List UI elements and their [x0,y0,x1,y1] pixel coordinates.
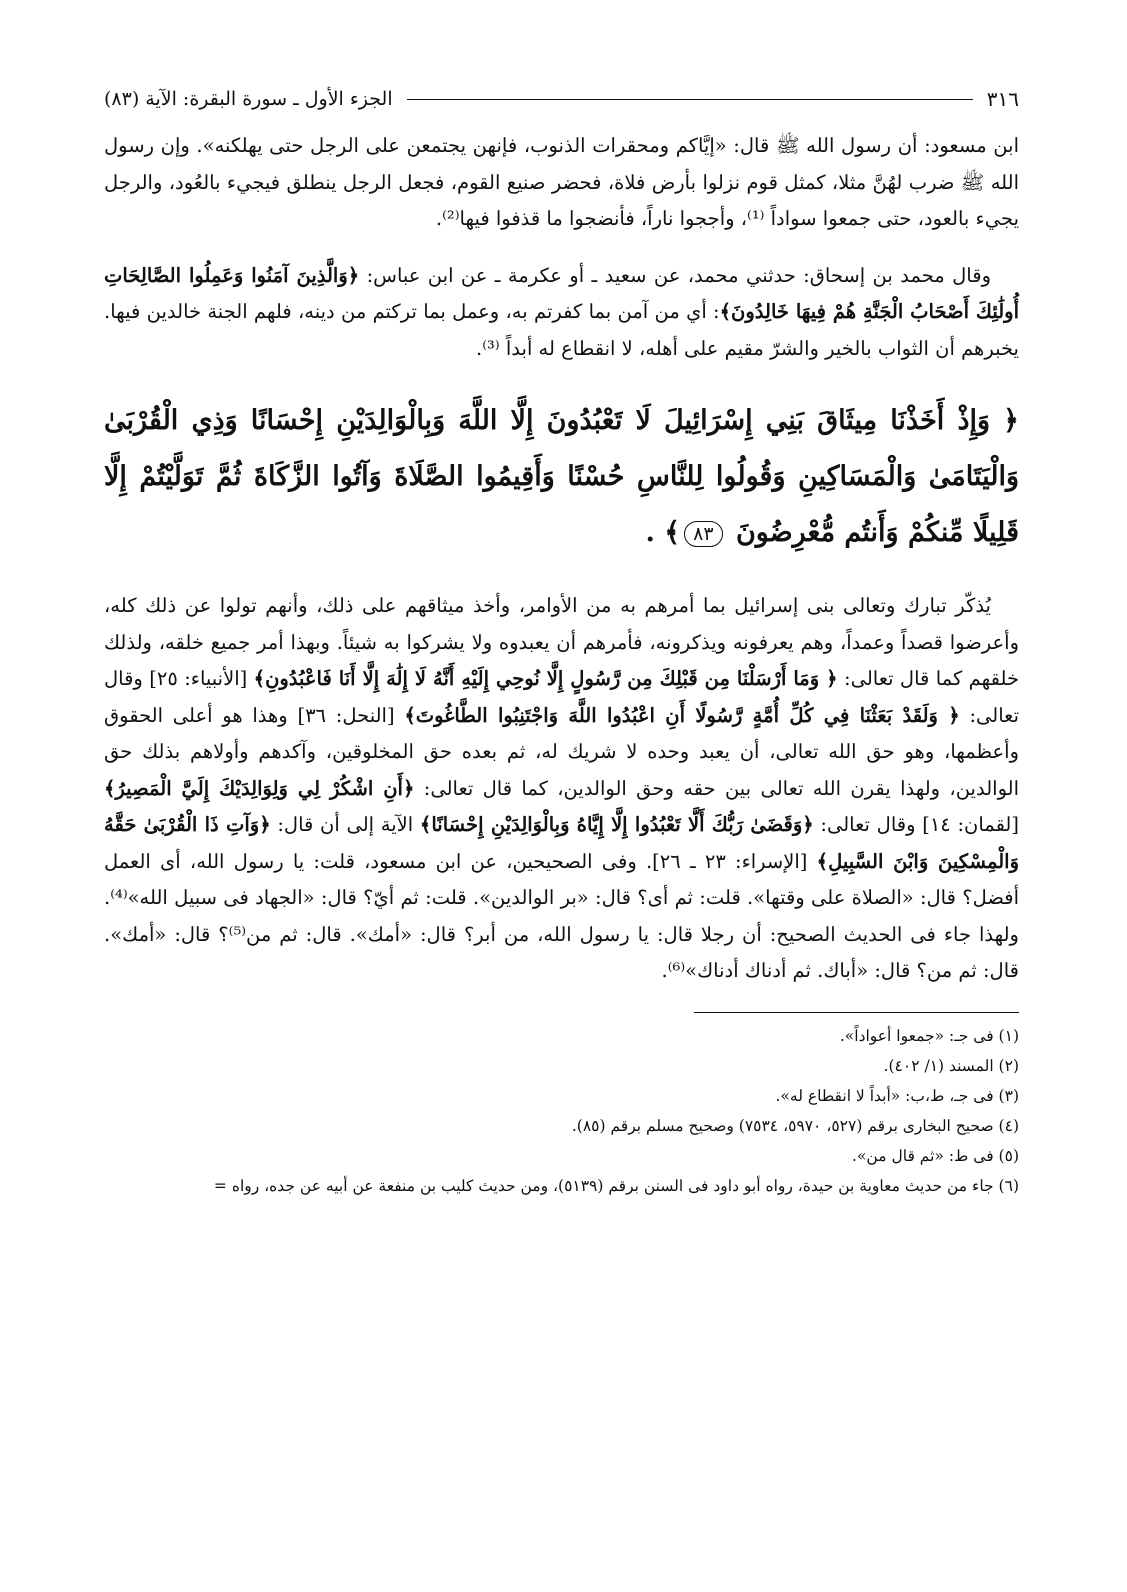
ayah-number-badge: ٨٣ [684,521,722,547]
running-header [104,84,1019,114]
page-number: ٣١٦ [986,87,1019,111]
footnotes [104,1012,1019,1201]
paragraph-text: يُذكّر تبارك وتعالى بنى إسرائيل بما أمرهم به من الأوامر، وأخذ ميثاقهم على ذلك، وأنهم تولوا عن ذلك كله، وأعرضوا قصداً وعمداً، وهم يعرفونه ويذكرونه، فأمرهم أن يعبدوه ولا يشركوا به شيئاً. وبهذا أمر جميع خلقه، ولذلك خلقهم كما قال تعالى: [104,594,1019,690]
paragraph-hadith: ابن مسعود: أن رسول الله ﷺ قال: «إيَّاكم ومحقرات الذنوب، فإنهن يجتمعن على الرجل حتى يهلكنه». وإن رسول الله ﷺ ضرب لهُنَّ مثلا، كمثل قوم نزلوا بأرض فلاة، فحضر صنيع القوم، فجعل الرجل ينطلق فيجيء بالعُود، والرجل يجيء بالعود، حتى جمعوا سواداً ⁽¹⁾، وأججوا ناراً، فأنضجوا ما قذفوا فيها⁽²⁾. [104,134,1019,230]
quran-quote: ﴿وَقَضَىٰ رَبُّكَ أَلَّا تَعْبُدُوا إِلَّا إِيَّاهُ وَبِالْوَالِدَيْنِ إِحْسَانًا﴾ [419,813,814,836]
footnote: (٢) المسند (١/ ٤٠٢). [883,1056,1019,1075]
header-rule [407,99,973,100]
footnote: (٥) فى ط: «ثم قال من». [852,1146,1019,1165]
quran-quote: ﴿وَالَّذِينَ آمَنُوا وَعَمِلُوا الصَّالِحَاتِ أُولَٰئِكَ أَصْحَابُ الْجَنَّةِ هُمْ فِيهَا خَالِدُونَ﴾ [104,263,1019,323]
footnote: (٦) جاء من حديث معاوية بن حيدة، رواه أبو داود فى السنن برقم (٥١٣٩)، ومن حديث كليب بن منفعة عن أبيه عن جده، رواه = [213,1176,1019,1195]
footnote-rule [694,1012,1019,1013]
paragraph-tafsir [104,588,1019,990]
paragraph-text: [الإسراء: ٢٣ ـ ٢٦]. وفى الصحيحين، عن ابن مسعود، قلت: يا رسول الله، أى العمل أفضل؟ قال: «الصلاة على وقتها». قلت: ثم أى؟ قال: «بر الوالدين». قلت: ثم أيّ؟ قال: «الجهاد فى سبيل الله»⁽⁴⁾. ولهذا جاء فى الحديث الصحيح: أن رجلا قال: يا رسول الله، من أبر؟ قال: «أمك». قال: ثم من⁽⁵⁾؟ قال: «أمك». قال: ثم من؟ قال: «أباك. ثم أدناك أدناك»⁽⁶⁾. [104,849,1019,982]
running-title: الجزء الأول ـ سورة البقرة: الآية (٨٣) [104,88,393,110]
footnote: (٤) صحيح البخارى برقم (٥٢٧، ٥٩٧٠، ٧٥٣٤) وصحيح مسلم برقم (٨٥). [571,1116,1019,1135]
footnote: (٣) فى جـ، ط،ب: «أبداً لا انقطاع له». [775,1086,1019,1105]
verse-83 [104,393,1019,561]
paragraph-text: [النحل: ٣٦] وهذا هو أعلى الحقوق وأعظمها، وهو حق الله تعالى، أن يعبد وحده لا شريك له، ثم بعده حق المخلوقين، وآكدهم وأولاهم بذلك حق الوالدين، ولهذا يقرن الله تعالى بين حقه وحق الوالدين، كما قال تعالى: [104,703,1019,800]
footnote: (١) فى جـ: «جمعوا أعواداً». [839,1026,1019,1045]
paragraph-text: [الأنبياء: ٢٥] وقال تعالى: [104,667,1020,727]
paragraph-text: : أي من آمن بما كفرتم به، وعمل بما تركتم من دينه، فلهم الجنة خالدين فيها. يخبرهم أن الثواب بالخير والشرّ مقيم على أهله، لا انقطاع له أبداً ⁽³⁾. [104,300,1019,360]
paragraph-text: وقال محمد بن إسحاق: حدثني محمد، عن سعيد ـ أو عكرمة ـ عن ابن عباس: [366,263,991,287]
paragraph-text: الآية إلى أن قال: [277,813,414,836]
verse-closing: ﴾ . [645,517,681,548]
quran-quote: ﴿ وَلَقَدْ بَعَثْنَا فِي كُلِّ أُمَّةٍ رَّسُولًا أَنِ اعْبُدُوا اللَّهَ وَاجْتَنِبُوا الطَّاغُوتَ﴾ [404,703,960,727]
paragraph-ibn-ishaq [104,258,1019,368]
quran-quote: ﴿أَنِ اشْكُرْ لِي وَلِوَالِدَيْكَ إِلَيَّ الْمَصِيرُ﴾ [104,776,415,800]
verse-text: ﴿ وَإِذْ أَخَذْنَا مِيثَاقَ بَنِي إِسْرَائِيلَ لَا تَعْبُدُونَ إِلَّا اللَّهَ وَبِالْوَالِدَيْنِ إِحْسَانًا وَذِي الْقُرْبَىٰ وَالْيَتَامَىٰ وَالْمَسَاكِينِ وَقُولُوا لِلنَّاسِ حُسْنًا وَأَقِيمُوا الصَّلَاةَ وَآتُوا الزَّكَاةَ ثُمَّ تَوَلَّيْتُمْ إِلَّا قَلِيلًا مِّنكُمْ وَأَنتُم مُّعْرِضُونَ [104,405,1019,548]
quran-quote: ﴿وَآتِ ذَا الْقُرْبَىٰ حَقَّهُ وَالْمِسْكِينَ وَابْنَ السَّبِيلِ﴾ [104,813,1019,873]
quran-quote: ﴿ وَمَا أَرْسَلْنَا مِن قَبْلِكَ مِن رَّسُولٍ إِلَّا نُوحِي إِلَيْهِ أَنَّهُ لَا إِلَٰهَ إِلَّا أَنَا فَاعْبُدُونِ﴾ [253,667,838,690]
paragraph-text: [لقمان: ١٤] وقال تعالى: [820,813,1019,836]
